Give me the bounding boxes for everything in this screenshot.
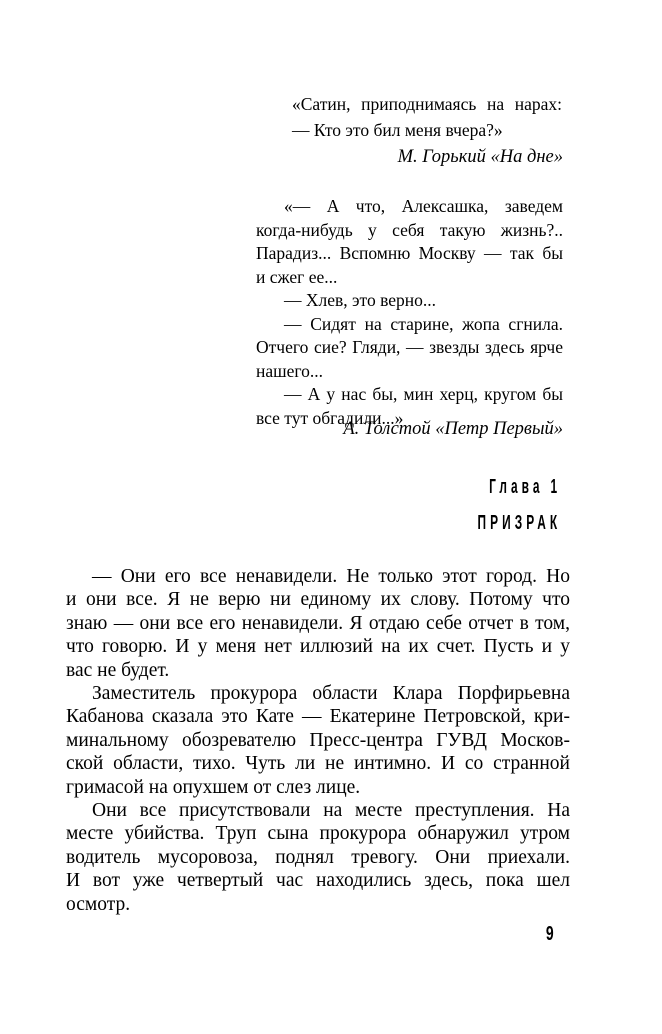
text-line: гримасой на опухшем от слез лице.	[66, 776, 361, 798]
chapter-number: 1	[550, 475, 561, 498]
text-line: когда-нибудь у себя такую жизнь?..	[256, 219, 563, 240]
text-line: Парадиз... Вспомню Москву — так бы	[256, 243, 563, 263]
text-line: и они все. Я не верю ни единому их слову. Потому что	[66, 589, 570, 611]
page-number	[536, 923, 564, 947]
page-number-value: 9	[546, 922, 554, 945]
body-paragraph	[66, 565, 570, 682]
text-line: ской области, тихо. Чуть ли не интимно. И со странной	[66, 753, 570, 775]
text-line: водитель мусоровоза, поднял тревогу. Они приехали.	[66, 846, 570, 868]
epigraph-1-quote	[292, 91, 562, 143]
chapter-label: Глава	[488, 475, 544, 498]
chapter-heading	[256, 475, 561, 500]
text-line: вас не будет.	[66, 659, 170, 681]
text-line: — Сидят на старине, жопа сгнила.	[284, 313, 563, 334]
body-paragraph	[66, 682, 570, 799]
epigraph-1-attribution: М. Горький «На дне»	[397, 147, 563, 167]
text-line: «Сатин, приподнимаясь на нарах:	[292, 94, 562, 114]
text-line: что говорю. И у меня нет иллюзий на их счет. Пусть и у	[66, 636, 570, 658]
text-line: Кабанова сказала это Кате — Екатерине Петровской, кри-	[66, 706, 570, 728]
text-line: — Они его все ненавидели. Не только этот город. Но	[92, 566, 570, 587]
epigraph-2-attribution: А. Толстой «Петр Первый»	[343, 419, 563, 439]
text-line: — Хлев, это верно...	[284, 290, 436, 310]
text-line: знаю — они все его ненавидели. Я отдаю себе отчет в том,	[66, 612, 570, 634]
text-line: все тут обгадили...»	[256, 407, 404, 428]
text-line: Заместитель прокурора области Клара Порфирьевна	[92, 683, 570, 705]
chapter-heading-text	[489, 476, 561, 498]
body-text	[66, 565, 570, 916]
epigraph-2-paragraph	[256, 289, 563, 313]
text-line: Они все присутствовали на месте преступления. На	[92, 800, 570, 822]
text-line: месте убийства. Труп сына прокурора обнаружил утром	[66, 823, 570, 845]
text-line: Отчего сие? Гляди, — звезды здесь ярче	[256, 337, 563, 357]
epigraph-2-paragraph	[256, 195, 563, 289]
text-line: нашего...	[256, 360, 323, 381]
text-line: и сжег ее...	[256, 266, 338, 287]
text-line: — Кто это бил меня вчера?»	[292, 120, 503, 140]
text-line: осмотр.	[66, 893, 131, 915]
body-paragraph	[66, 799, 570, 916]
epigraph-2-paragraph	[256, 313, 563, 384]
text-line: минальному обозревателю Пресс-центра ГУВД Москов-	[66, 729, 570, 751]
chapter-title-line	[256, 511, 561, 536]
epigraph-2-quote	[256, 195, 563, 430]
text-line: «— А что, Алексашка, заведем	[284, 196, 563, 216]
text-line: — А у нас бы, мин херц, кругом бы	[284, 384, 563, 404]
chapter-title: ПРИЗРАК	[477, 511, 561, 534]
text-line: И вот уже четвертый час находились здесь, пока шел	[66, 870, 570, 892]
